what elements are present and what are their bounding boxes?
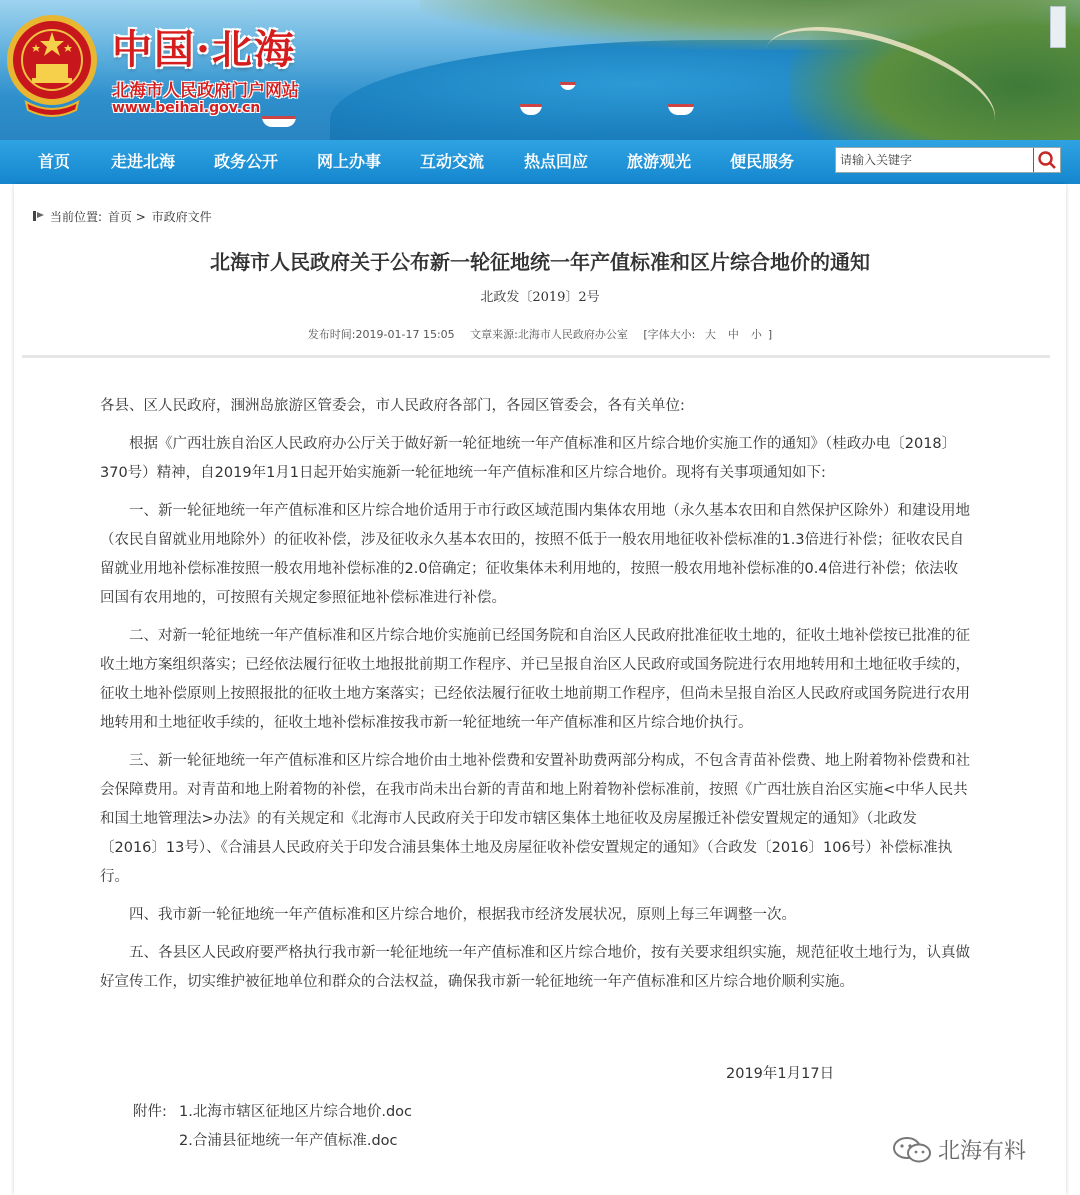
search-icon [1037, 150, 1057, 170]
body-paragraph: 根据《广西壮族自治区人民政府办公厅关于做好新一轮征地统一年产值标准和区片综合地价实施工作的通知》（桂政办电〔2018〕370号）精神，自2019年1月1日起开始实施新一轮征地统一年产值标准和区片综合地价。现将有关事项通知如下: [100, 436, 957, 481]
breadcrumb-home[interactable]: 首页 [107, 210, 132, 224]
article-title: 北海市人民政府关于公布新一轮征地统一年产值标准和区片综合地价的通知 [210, 250, 870, 274]
lighthouse-scenery [1050, 6, 1066, 48]
body-paragraph: 五、各县区人民政府要严格执行我市新一轮征地统一年产值标准和区片综合地价，按有关要求组织实施，规范征收土地行为，认真做好宣传工作，切实维护被征地单位和群众的合法权益，确保我市新一轮征地统一年产值标准和区片综合地价顺利实施。 [100, 945, 970, 990]
site-url: www.beihai.gov.cn [112, 100, 261, 116]
breadcrumb-current[interactable]: 市政府文件 [151, 210, 212, 224]
site-subtitle: 北海市人民政府门户网站 [112, 81, 299, 101]
breadcrumb-prefix: 当前位置: [50, 210, 103, 224]
article-source: 文章来源:北海市人民政府办公室 [470, 328, 628, 341]
font-size-label-close: ] [767, 328, 773, 341]
header-banner [0, 0, 1080, 140]
nav-tourism[interactable]: 旅游观光 [627, 152, 692, 171]
divider [22, 355, 1050, 358]
nav-home[interactable]: 首页 [38, 152, 71, 171]
article-meta [0, 326, 1080, 342]
publish-time: 发布时间:2019-01-17 15:05 [307, 328, 455, 341]
font-size-small-button[interactable]: 小 [750, 328, 762, 341]
font-size-large-button[interactable]: 大 [704, 328, 716, 341]
search-button[interactable] [1033, 148, 1060, 172]
font-size-label: [字体大小: [643, 328, 696, 341]
body-paragraph: 三、新一轮征地统一年产值标准和区片综合地价由土地补偿费和安置补助费两部分构成，不包含青苗补偿费、地上附着物补偿费和社会保障费用。对青苗和地上附着物的补偿，在我市尚未出台新的青苗和地上附着物补偿标准前，按照《广西壮族自治区实施<中华人民共和国土地管理法>办法》的有关规定和《北海市人民政府关于印发市辖区集体土地征收及房屋搬迁补偿安置规定的通知》（北政发〔2016〕13号）、《合浦县人民政府关于印发合浦县集体土地及房屋征收补偿安置规定的通知》（合政发〔2016〕106号）补偿标准执行。 [100, 753, 970, 885]
nav-gov-affairs[interactable]: 政务公开 [214, 152, 279, 171]
attachment-link[interactable]: 2.合浦县征地统一年产值标准.doc [179, 1133, 398, 1149]
font-size-medium-button[interactable]: 中 [727, 328, 739, 341]
location-pin-icon [32, 209, 46, 223]
national-emblem-icon [6, 12, 98, 118]
search-box [835, 147, 1061, 173]
attachment-link[interactable]: 1.北海市辖区征地区片综合地价.doc [179, 1104, 412, 1120]
body-paragraph: 四、我市新一轮征地统一年产值标准和区片综合地价，根据我市经济发展状况，原则上每三年调整一次。 [129, 907, 796, 923]
body-paragraph: 二、对新一轮征地统一年产值标准和区片综合地价实施前已经国务院和自治区人民政府批准征收土地的，征收土地补偿按已批准的征收土地方案组织落实；已经依法履行征收土地报批前期工作程序、并已呈报自治区人民政府或国务院进行农用地转用和土地征收手续的，征收土地补偿原则上按照报批的征收土地方案落实；已经依法履行征收土地前期工作程序，但尚未呈报自治区人民政府或国务院进行农用地转用和土地征收手续的，征收土地补偿标准按我市新一轮征地统一年产值标准和区片综合地价执行。 [100, 628, 970, 731]
salutation: 各县、区人民政府，涠洲岛旅游区管委会，市人民政府各部门，各园区管委会，各有关单位: [100, 398, 685, 414]
watermark-text: 北海有料 [938, 1139, 1027, 1164]
nav-about-beihai[interactable]: 走进北海 [111, 152, 176, 171]
search-input[interactable] [838, 150, 1032, 170]
issue-date: 2019年1月17日 [726, 1066, 835, 1082]
breadcrumb-separator: > [135, 210, 146, 224]
nav-online-services[interactable]: 网上办事 [317, 152, 382, 171]
body-paragraph: 一、新一轮征地统一年产值标准和区片综合地价适用于市行政区域范围内集体农用地（永久基本农田和自然保护区除外）和建设用地（农民自留就业用地除外）的征收补偿，涉及征收永久基本农田的，按照不低于一般农用地征收补偿标准的1.3倍进行补偿；征收农民自留就业用地补偿标准按照一般农用地补偿标准的2.0倍确定；征收集体未利用地的，按照一般农用地补偿标准的0.4倍进行补偿；依法收回国有农用地的，可按照有关规定参照征地补偿标准进行补偿。 [100, 503, 970, 606]
document-number: 北政发〔2019〕2号 [480, 290, 600, 305]
attachment-label: 附件: [133, 1104, 167, 1120]
nav-interaction[interactable]: 互动交流 [420, 152, 485, 171]
nav-hot-topics[interactable]: 热点回应 [524, 152, 589, 171]
nav-public-services[interactable]: 便民服务 [730, 152, 795, 171]
wechat-icon [892, 1136, 932, 1164]
boat-icon [262, 116, 296, 127]
font-size-control [643, 328, 772, 341]
article-body [100, 392, 970, 1006]
watermark [892, 1134, 1026, 1165]
breadcrumb [32, 208, 212, 225]
site-title: 中国·北海 [112, 26, 296, 73]
